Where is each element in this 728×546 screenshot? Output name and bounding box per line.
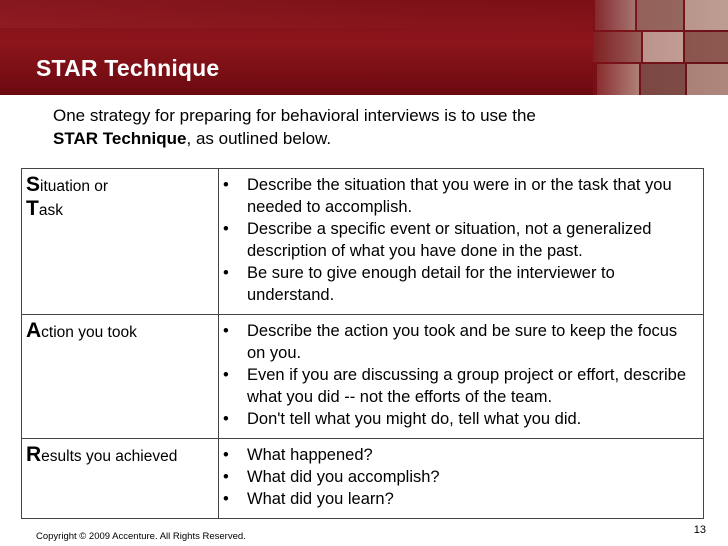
star-term-line <box>26 320 214 344</box>
star-term-rest: ituation or <box>40 178 109 195</box>
star-term-initial: R <box>26 443 42 466</box>
bullet-item <box>223 320 699 364</box>
bullet-text: Describe the situation that you were in or the task that you needed to accomplish. <box>247 176 672 216</box>
intro-line-2 <box>53 127 673 150</box>
copyright-notice: Copyright © 2009 Accenture. All Rights Reserved. <box>36 531 246 542</box>
intro-line-1: One strategy for preparing for behavioral interviews is to use the <box>53 106 536 125</box>
bullet-text: Don't tell what you might do, tell what you did. <box>247 410 582 428</box>
star-term-cell <box>22 439 219 519</box>
bullet-text: Describe a specific event or situation, not a generalized description of what you have done in the past. <box>247 220 652 260</box>
bullet-icon: • <box>223 490 229 508</box>
bullet-list <box>223 320 699 430</box>
bullet-item <box>223 466 699 488</box>
bullet-list <box>223 174 699 306</box>
bullet-item <box>223 174 699 218</box>
star-term-cell <box>22 315 219 439</box>
star-term-initial: T <box>26 197 39 220</box>
star-term-rest: esults you achieved <box>41 448 178 465</box>
star-detail-cell <box>219 169 704 315</box>
bullet-item <box>223 364 699 408</box>
bullet-icon: • <box>223 264 229 282</box>
intro-bold-term: STAR Technique <box>53 129 187 148</box>
bullet-icon: • <box>223 322 229 340</box>
star-term-initial: A <box>26 319 42 342</box>
bullet-text: What did you accomplish? <box>247 468 440 486</box>
bullet-item <box>223 218 699 262</box>
bullet-text: What happened? <box>247 446 373 464</box>
star-detail-cell <box>219 439 704 519</box>
bullet-icon: • <box>223 220 229 238</box>
star-term-rest: ction you took <box>41 324 137 341</box>
bullet-item <box>223 488 699 510</box>
bullet-item <box>223 444 699 466</box>
bullet-icon: • <box>223 176 229 194</box>
header-photo-collage <box>593 0 728 95</box>
bullet-text: Even if you are discussing a group project or effort, describe what you did -- not the efforts of the team. <box>247 366 687 406</box>
bullet-item <box>223 408 699 430</box>
bullet-icon: • <box>223 366 229 384</box>
star-term-line <box>26 444 214 468</box>
star-term-cell <box>22 169 219 315</box>
bullet-text: What did you learn? <box>247 490 394 508</box>
star-detail-cell <box>219 315 704 439</box>
star-row <box>22 169 704 315</box>
star-row <box>22 439 704 519</box>
star-table <box>21 168 704 519</box>
bullet-text: Be sure to give enough detail for the interviewer to understand. <box>247 264 615 304</box>
bullet-icon: • <box>223 410 229 428</box>
bullet-text: Describe the action you took and be sure to keep the focus on you. <box>247 322 678 362</box>
intro-rest: , as outlined below. <box>186 129 332 148</box>
slide-title: STAR Technique <box>36 55 220 81</box>
page-number: 13 <box>693 524 706 536</box>
star-term-line <box>26 198 214 222</box>
bullet-item <box>223 262 699 306</box>
bullet-icon: • <box>223 468 229 486</box>
star-term-line <box>26 174 214 198</box>
bullet-icon: • <box>223 446 229 464</box>
star-term-rest: ask <box>38 202 63 219</box>
star-term-initial: S <box>26 173 41 196</box>
bullet-list <box>223 444 699 510</box>
intro-text <box>53 104 673 150</box>
star-row <box>22 315 704 439</box>
